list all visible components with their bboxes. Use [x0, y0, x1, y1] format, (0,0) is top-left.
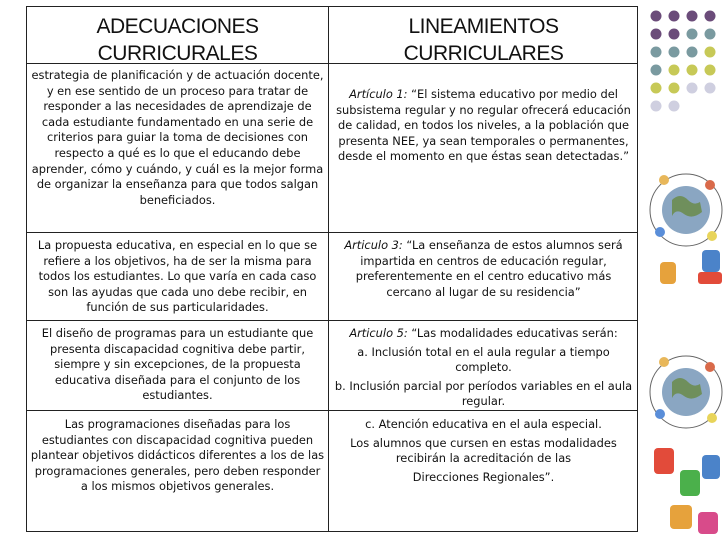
child-head [659, 175, 669, 185]
child-figure [698, 512, 718, 534]
article-3-text: “La enseñanza de estos alumnos será impartida en centros de educación regular, preferentemente en el centro educativo más cercano al lugar de su residencia” [355, 238, 623, 299]
child-figure [660, 262, 676, 284]
child-head [707, 413, 717, 423]
definition-text: estrategia de planificación y de actuación docente, y en ese sentido de un proceso para tratar de responder a las necesidades de aprendizaje de cada estudiante fundamentado en una serie de criterios para guiar la toma de decisiones con respecto a qué es lo que el educando debe aprender, cómo y cuándo, y cuál es la mejor forma de organizar la enseñanza para que todos salgan beneficiados. [31, 68, 324, 207]
article-3-label: Articulo 3: [344, 238, 403, 252]
modality-c-cell [329, 417, 638, 485]
article-1-cell [329, 87, 638, 165]
modality-a: a. Inclusión total en el aula regular a tiempo completo. [357, 344, 610, 375]
children-rights-badge-top [650, 174, 722, 284]
child-figure [654, 448, 674, 474]
dot [705, 11, 716, 22]
dot [705, 29, 716, 40]
dot [669, 47, 680, 58]
child-head [707, 231, 717, 241]
dot [651, 65, 662, 76]
regional-directions-text: Direcciones Regionales”. [412, 469, 555, 484]
child-figure [702, 455, 720, 479]
child-head [655, 227, 665, 237]
child-figure [680, 470, 700, 496]
child-figure [670, 505, 692, 529]
article-1-text: “El sistema educativo por medio del subsistema regular y no regular ofrecerá educación de calidad, en todos los niveles, a la población que presenta NEE, ya sean temporales o permanentes, desde el momento en que éstas sean detectadas.” [336, 87, 631, 164]
row-divider [27, 410, 637, 411]
article-1-label: Artículo 1: [349, 87, 408, 101]
definition-cell [27, 68, 328, 208]
dot [705, 65, 716, 76]
header-adecuaciones: ADECUACIONES CURRICURALES [96, 15, 259, 65]
accreditation-text: Los alumnos que cursen en estas modalidades recibirán la acreditación de las [350, 435, 617, 466]
proposal-cell [27, 238, 328, 316]
article-5-label: Articulo 5: [349, 326, 408, 340]
dot [651, 29, 662, 40]
article-5-text: “Las modalidades educativas serán: [411, 326, 618, 340]
dot [651, 101, 662, 112]
modality-b: b. Inclusión parcial por períodos variables en el aula regular. [334, 378, 633, 409]
child-head [659, 357, 669, 367]
dot [687, 47, 698, 58]
article-5-cell [329, 326, 638, 410]
dot [687, 65, 698, 76]
dot [669, 101, 680, 112]
dot [687, 11, 698, 22]
dot [669, 29, 680, 40]
proposal-text: La propuesta educativa, en especial en lo que se refiere a los objetivos, ha de ser la misma para todos los estudiantes. Lo que varía en cada caso son las ayudas que cada uno debe recibir, en función de sus particularidades. [37, 238, 318, 315]
article-3-cell [329, 238, 638, 300]
row-divider [27, 232, 637, 233]
program-design-text: El diseño de programas para un estudiante que presenta discapacidad cognitiva debe partir, siempre y sin excepciones, de la propuesta educativa diseñada para el conjunto de los estudiantes. [41, 326, 314, 403]
dot [669, 65, 680, 76]
children-rights-badge-bottom [650, 356, 722, 534]
dot [669, 11, 680, 22]
dot [705, 47, 716, 58]
child-head [705, 180, 715, 190]
dot [651, 83, 662, 94]
child-head [705, 362, 715, 372]
dot [651, 11, 662, 22]
dot [705, 83, 716, 94]
dot [687, 83, 698, 94]
dot [651, 47, 662, 58]
row-divider [27, 320, 637, 321]
modality-c: c. Atención educativa en el aula especial. [365, 417, 602, 431]
program-design-cell [27, 326, 328, 404]
dot-grid [651, 11, 716, 112]
programming-text: Las programaciones diseñadas para los estudiantes con discapacidad cognitiva pueden plantear objetivos didácticos diferentes a los de las programaciones generales, pero deben responder a los mismos objetivos generales. [30, 417, 325, 494]
dot [687, 29, 698, 40]
child-head [655, 409, 665, 419]
child-figure [698, 272, 722, 284]
curriculum-table [26, 6, 638, 532]
programming-cell [27, 417, 328, 495]
decorative-sidebar [640, 0, 728, 546]
header-lineamientos: LINEAMIENTOS CURRICULARES [403, 15, 564, 65]
child-figure [702, 250, 720, 272]
dot [669, 83, 680, 94]
